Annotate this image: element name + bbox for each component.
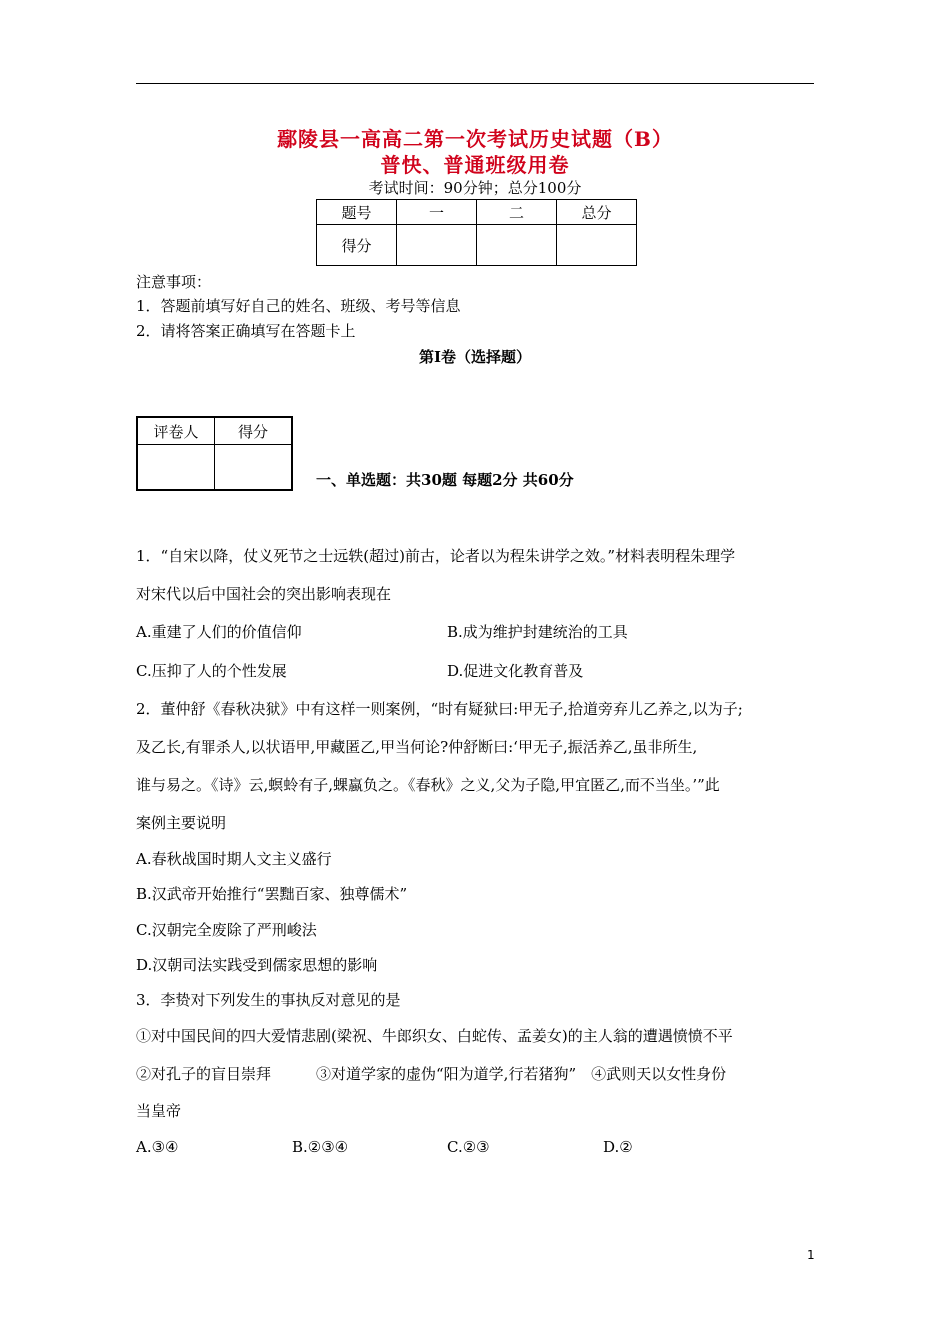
question-1-text: 对宋代以后中国社会的突出影响表现在 [136, 585, 392, 603]
question-2-text: 及乙长,有罪杀人,以状语甲,甲藏匿乙,甲当何论?仲舒断曰:‘甲无子,振活养乙,虽非所生, [136, 738, 698, 756]
notes-heading: 注意事项： [136, 273, 212, 291]
question-3-option-c: C.②③ [447, 1138, 490, 1156]
score-cell [477, 225, 557, 266]
grader-header-cell: 评卷人 [137, 417, 215, 445]
question-3-text: 3．李贽对下列发生的事执反对意见的是 [136, 991, 401, 1009]
score-header-cell: 二 [477, 200, 557, 225]
section-title: 一、单选题：共30题 每题2分 共60分 [316, 471, 574, 489]
score-cell [557, 225, 637, 266]
exam-title: 鄢陵县一高高二第一次考试历史试题（B） [277, 127, 673, 151]
part-title: 第I卷（选择题） [418, 348, 532, 366]
question-2-option-a: A.春秋战国时期人文主义盛行 [136, 850, 332, 868]
header-rule [136, 83, 814, 84]
grader-cell [215, 445, 293, 491]
score-cell [397, 225, 477, 266]
question-2-option-b: B.汉武帝开始推行“罢黜百家、独尊儒术” [136, 885, 408, 903]
question-2-text: 案例主要说明 [136, 814, 227, 832]
question-2-option-d: D.汉朝司法实践受到儒家思想的影响 [136, 956, 378, 974]
exam-info: 考试时间：90分钟；总分100分 [368, 179, 582, 197]
page-number: 1 [807, 1248, 815, 1262]
question-3-option-b: B.②③④ [292, 1138, 349, 1156]
question-1-option-c: C.压抑了人的个性发展 [136, 662, 287, 680]
question-3-text: ①对中国民间的四大爱情悲剧(梁祝、牛郎织女、白蛇传、孟姜女)的主人翁的遭遇愤愤不平 [136, 1027, 733, 1045]
question-2-text: 谁与易之。《诗》云,螟蛉有子,蜾蠃负之。《春秋》之义,父为子隐,甲宜匿乙,而不当坐。’”此 [136, 776, 720, 794]
score-table [316, 199, 637, 266]
score-header-cell: 题号 [317, 200, 397, 225]
question-3-text: 当皇帝 [136, 1102, 182, 1120]
note-item: 1．答题前填写好自己的姓名、班级、考号等信息 [136, 297, 461, 315]
question-1-option-b: B.成为维护封建统治的工具 [447, 623, 628, 641]
note-item: 2．请将答案正确填写在答题卡上 [136, 322, 356, 340]
score-row-label: 得分 [317, 225, 397, 266]
question-1-text: 1．“自宋以降，仗义死节之士远轶(超过)前古，论者以为程朱讲学之效。”材料表明程朱理学 [136, 547, 736, 565]
question-3-option-a: A.③④ [136, 1138, 179, 1156]
grader-table [136, 416, 293, 491]
score-header-cell: 总分 [557, 200, 637, 225]
question-2-text: 2．董仲舒《春秋决狱》中有这样一则案例，“时有疑狱曰:甲无子,拾道旁弃儿乙养之,以为子; [136, 700, 743, 718]
grader-header-cell: 得分 [215, 417, 293, 445]
exam-subtitle: 普快、普通班级用卷 [380, 153, 570, 177]
question-3-text: ②对孔子的盲目崇拜 ③对道学家的虚伪“阳为道学,行若猪狗” ④武则天以女性身份 [136, 1065, 727, 1083]
grader-cell [137, 445, 215, 491]
question-3-option-d: D.② [603, 1138, 633, 1156]
question-2-option-c: C.汉朝完全废除了严刑峻法 [136, 921, 317, 939]
score-header-cell: 一 [397, 200, 477, 225]
question-1-option-d: D.促进文化教育普及 [447, 662, 584, 680]
question-1-option-a: A.重建了人们的价值信仰 [136, 623, 302, 641]
